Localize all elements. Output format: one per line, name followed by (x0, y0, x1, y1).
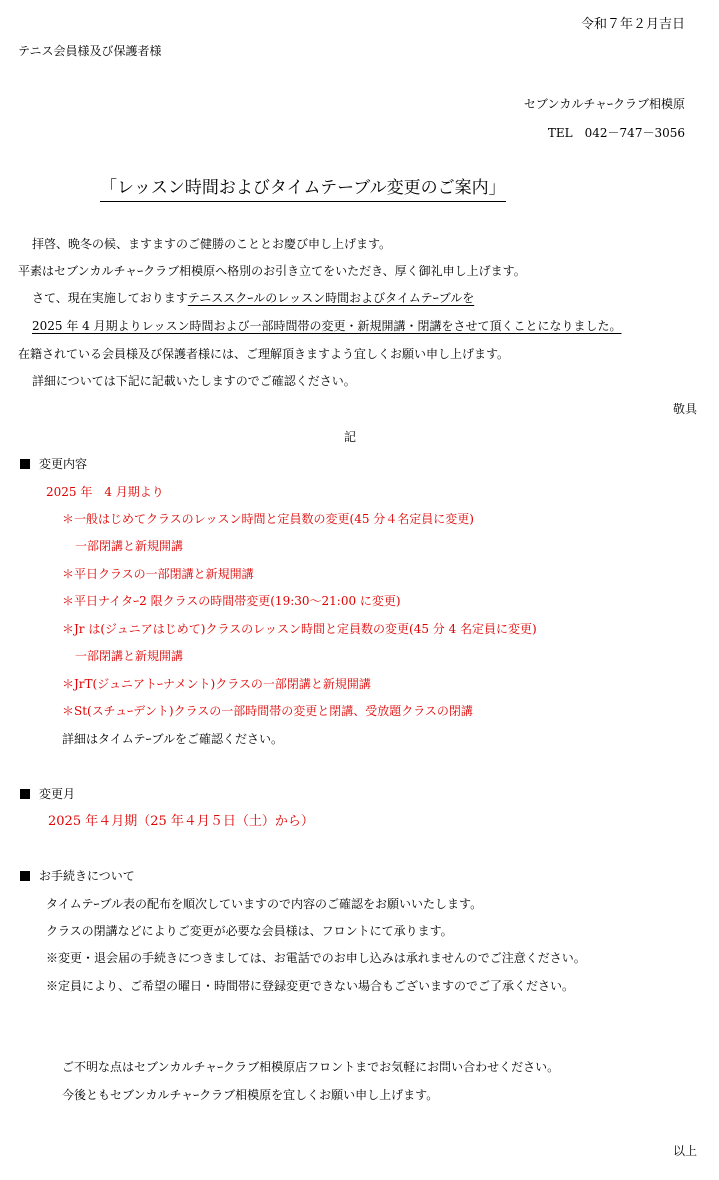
ki-heading: 記 (344, 430, 357, 444)
sender-name: セブンカルチャｰクラブ相模原 (523, 97, 685, 111)
intro-line-3-text: さて、現在実施しております (32, 291, 188, 305)
procedure-line: クラスの閉講などによりご変更が必要な会員様は、フロントにて承ります。 (46, 924, 453, 938)
change-item: 一部閉講と新規開講 (75, 649, 184, 663)
recipient: テニス会員様及び保護者様 (18, 44, 162, 58)
intro-line-3-underlined: テニススクｰルのレッスン時間およびタイムテｰブルを (187, 291, 475, 305)
issue-date: 令和７年２月吉日 (580, 17, 685, 32)
procedure-line: ※変更・退会届の手続きにつきましては、お電話でのお申し込みは承れませんのでご注意ください。 (46, 951, 586, 965)
procedure-line: タイムテｰブル表の配布を順次していますので内容のご確認をお願いいたします。 (46, 897, 483, 911)
document-title: 「レッスン時間およびタイムテーブル変更のご案内」 (100, 180, 506, 197)
section-month-heading (20, 788, 75, 800)
intro-line-2: 平素はセブンカルチャｰクラブ相模原へ格別のお引き立てをいただき、厚く御礼申し上げます。 (18, 264, 526, 278)
change-month-value: 2025 年４月期（25 年４月５日（土）から） (48, 814, 314, 829)
closing-keigu: 敬具 (672, 402, 697, 416)
change-item: ＊一般はじめてクラスのレッスン時間と定員数の変更(45 分４名定員に変更) (62, 512, 474, 526)
change-item: 一部閉講と新規開講 (75, 539, 184, 553)
intro-line-5: 在籍されている会員様及び保護者様には、ご理解頂きますよう宜しくお願い申し上げます。 (18, 347, 510, 361)
closing-ijou: 以上 (672, 1144, 697, 1158)
intro-line-3 (32, 292, 474, 304)
section-month-label: 変更月 (39, 787, 76, 801)
section-procedure-label: お手続きについて (39, 869, 135, 883)
change-item: ＊平日クラスの一部閉講と新規開講 (62, 567, 254, 581)
square-bullet-icon (20, 871, 30, 881)
footer-line-1: ご不明な点はセブンカルチャｰクラブ相模原店フロントまでお気軽にお問い合わせください。 (62, 1060, 560, 1074)
intro-line-4: 2025 年 4 月期よりレッスン時間および一部時間帯の変更・新規開講・閉講をさせて頂くことになりました。 (32, 319, 622, 333)
footer-line-2: 今後ともセブンカルチャｰクラブ相模原を宜しくお願い申し上げます。 (62, 1088, 439, 1102)
section-procedure-heading (20, 870, 135, 882)
section-changes-heading (20, 458, 87, 470)
change-period: 2025 年 4 月期より (46, 485, 164, 499)
square-bullet-icon (20, 789, 30, 799)
change-item: ＊平日ナイタｰ2 限クラスの時間帯変更(19:30～21:00 に変更) (62, 594, 401, 608)
sender-tel: TEL 042－747－3056 (547, 126, 685, 140)
change-item: ＊JrT(ジュニアトｰナメント)クラスの一部閉講と新規開講 (62, 677, 371, 691)
section-changes-label: 変更内容 (39, 457, 88, 471)
change-item: ＊Jr は(ジュニアはじめて)クラスのレッスン時間と定員数の変更(45 分 4 名定員に変更) (62, 622, 537, 636)
square-bullet-icon (20, 459, 30, 469)
procedure-line: ※定員により、ご希望の曜日・時間帯に登録変更できない場合もございますのでご了承ください。 (46, 979, 575, 993)
intro-line-1: 拝啓、晩冬の候、ますますのご健勝のこととお慶び申し上げます。 (32, 237, 392, 251)
intro-line-6: 詳細については下記に記載いたしますのでご確認ください。 (32, 374, 356, 388)
change-item: ＊St(スチュｰデント)クラスの一部時間帯の変更と閉講、受放題クラスの閉講 (62, 704, 473, 718)
change-note: 詳細はタイムテｰブルをご確認ください。 (62, 732, 284, 746)
